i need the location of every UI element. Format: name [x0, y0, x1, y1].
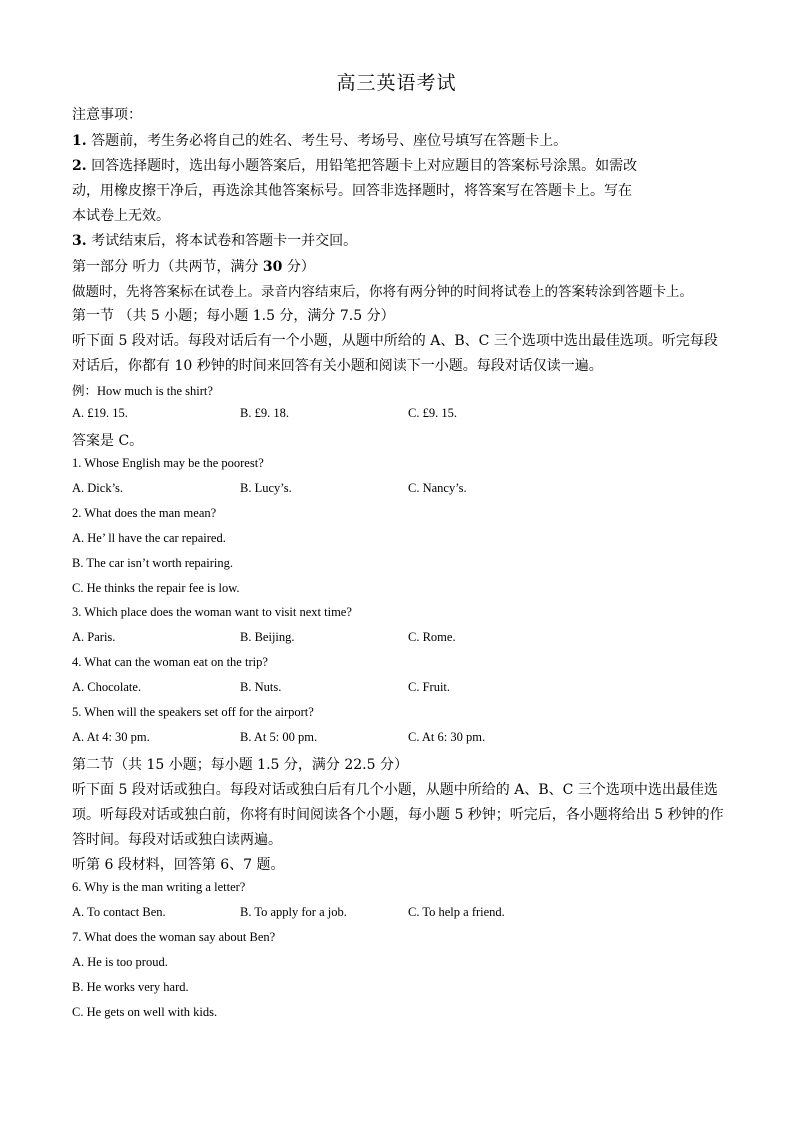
part1-instructions: 做题时，先将答案标在试卷上。录音内容结束后，你将有两分钟的时间将试卷上的答案转涂到答题卡上。 [72, 284, 693, 300]
question-3: 3. Which place does the woman want to visit next time? [72, 605, 352, 619]
part1-heading-tail: 分） [282, 259, 315, 275]
question-2-option-c: C. He thinks the repair fee is low. [72, 581, 240, 595]
notice-item-1-text: 答题前，考生务必将自己的姓名、考生号、考场号、座位号填写在答题卡上。 [91, 133, 568, 149]
material-6-heading: 听第 6 段材料，回答第 6、7 题。 [72, 857, 285, 873]
page-title: 高三英语考试 [336, 72, 457, 94]
question-7-option-b: B. He works very hard. [72, 980, 189, 994]
section1-heading: 第一节 （共 5 小题；每小题 1.5 分，满分 7.5 分） [72, 308, 395, 324]
notice-item-2-line-3: 本试卷上无效。 [72, 208, 170, 224]
question-5: 5. When will the speakers set off for the airport? [72, 705, 314, 719]
question-4-option-a: A. Chocolate. [72, 680, 142, 694]
question-2: 2. What does the man mean? [72, 506, 217, 520]
section2-instructions-line-2: 项。听每段对话或独白前，你将有时间阅读各个小题，每小题 5 秒钟；听完后，各小题将给出 5 秒钟的作 [72, 807, 724, 823]
notice-item-3 [72, 230, 357, 250]
example-option-a: A. £19. 15. [72, 406, 128, 420]
notice-item-2-text: 回答选择题时，选出每小题答案后，用铅笔把答题卡上对应题目的答案标号涂黑。如需改 [91, 158, 638, 174]
example-answer: 答案是 C。 [72, 433, 144, 449]
question-7: 7. What does the woman say about Ben? [72, 930, 276, 944]
question-6-option-b: B. To apply for a job. [240, 905, 347, 919]
question-3-option-a: A. Paris. [72, 630, 116, 644]
question-5-option-a: A. At 4: 30 pm. [72, 730, 150, 744]
notice-item-1 [72, 130, 567, 150]
section2-heading: 第二节（共 15 小题；每小题 1.5 分，满分 22.5 分） [72, 757, 408, 773]
example-option-b: B. £9. 18. [240, 406, 289, 420]
question-5-option-b: B. At 5: 00 pm. [240, 730, 318, 744]
example-option-c: C. £9. 15. [408, 406, 457, 420]
question-3-option-c: C. Rome. [408, 630, 456, 644]
question-1-option-c: C. Nancy’s. [408, 481, 467, 495]
question-6: 6. Why is the man writing a letter? [72, 880, 246, 894]
question-7-option-c: C. He gets on well with kids. [72, 1005, 218, 1019]
notice-item-3-text: 考试结束后，将本试卷和答题卡一并交回。 [91, 233, 358, 249]
section1-instructions-line-1: 听下面 5 段对话。每段对话后有一个小题，从题中所给的 A、B、C 三个选项中选出最佳选项。听完每段 [72, 333, 718, 349]
example-question: 例：How much is the shirt? [72, 384, 213, 398]
section1-instructions-line-2: 对话后，你都有 10 秒钟的时间来回答有关小题和阅读下一小题。每段对话仅读一遍。 [72, 358, 603, 374]
question-5-option-c: C. At 6: 30 pm. [408, 730, 486, 744]
question-2-option-a: A. He’ ll have the car repaired. [72, 531, 226, 545]
question-4-option-b: B. Nuts. [240, 680, 282, 694]
question-3-option-b: B. Beijing. [240, 630, 295, 644]
notice-item-3-number: 3. [72, 233, 87, 249]
question-4-option-c: C. Fruit. [408, 680, 451, 694]
question-1-option-b: B. Lucy’s. [240, 481, 292, 495]
section2-instructions-line-3: 答时间。每段对话或独白读两遍。 [72, 832, 282, 848]
notice-item-2 [72, 155, 637, 175]
question-7-option-a: A. He is too proud. [72, 955, 168, 969]
section2-instructions-line-1: 听下面 5 段对话或独白。每段对话或独白后有几个小题，从题中所给的 A、B、C 三个选项中选出最佳选 [72, 782, 718, 798]
question-1: 1. Whose English may be the poorest? [72, 456, 264, 470]
question-1-option-a: A. Dick’s. [72, 481, 124, 495]
notice-item-2-line-2: 动，用橡皮擦干净后，再选涂其他答案标号。回答非选择题时，将答案写在答题卡上。写在 [72, 183, 632, 199]
question-4: 4. What can the woman eat on the trip? [72, 655, 268, 669]
question-6-option-a: A. To contact Ben. [72, 905, 166, 919]
part1-score: 30 [262, 259, 283, 275]
notice-item-2-number: 2. [72, 158, 87, 174]
notice-heading: 注意事项： [72, 107, 142, 123]
question-2-option-b: B. The car isn’t worth repairing. [72, 556, 233, 570]
part1-heading-text: 第一部分 听力（共两节，满分 [72, 259, 263, 275]
part1-heading [72, 256, 315, 276]
question-6-option-c: C. To help a friend. [408, 905, 505, 919]
notice-item-1-number: 1. [72, 133, 87, 149]
